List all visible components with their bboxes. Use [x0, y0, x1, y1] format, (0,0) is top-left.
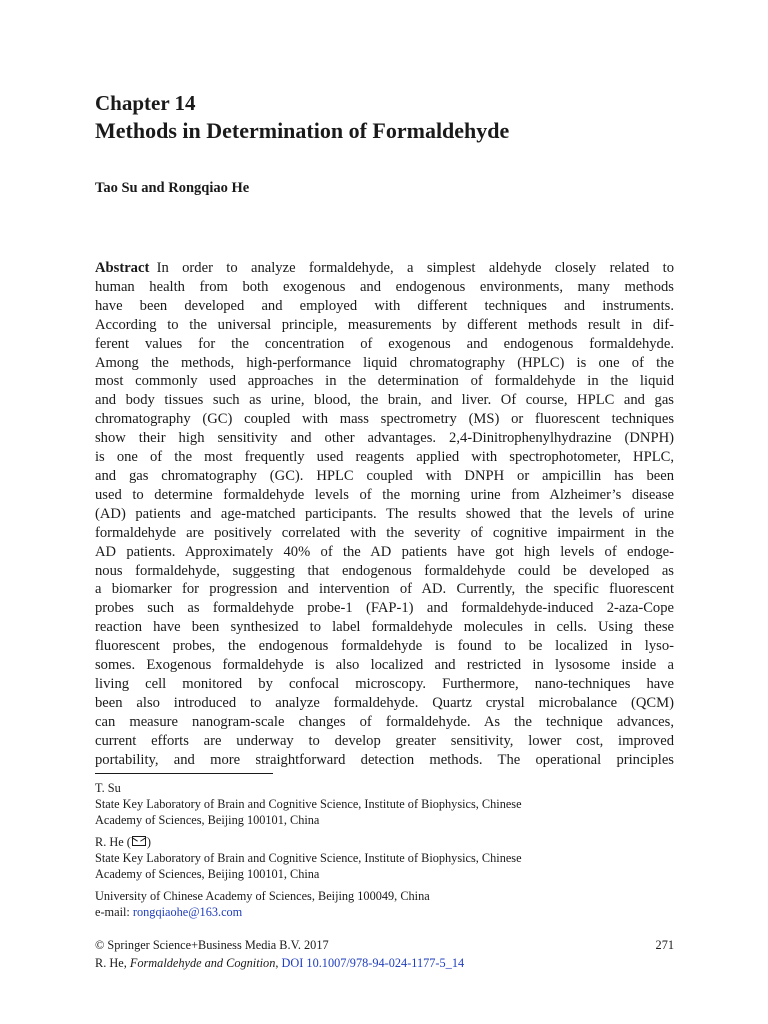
page-number: 271 — [655, 938, 674, 952]
abstract-line — [95, 618, 674, 637]
copyright-block — [95, 936, 674, 972]
abstract-line — [95, 486, 674, 505]
author1-affiliation-line1: State Key Laboratory of Brain and Cognitive Science, Institute of Biophysics, Chinese — [95, 797, 522, 811]
abstract-line-text: human health from both exogenous and endogenous environments, many methods — [95, 278, 674, 295]
abstract-line-text: used to determine formaldehyde levels of the morning urine from Alzheimer’s disease — [95, 486, 674, 503]
abstract-line — [95, 372, 674, 391]
abstract-line-text: formaldehyde are positively correlated with the severity of cognitive impairment in the — [95, 524, 674, 541]
abstract-line — [95, 580, 674, 599]
abstract-line — [95, 278, 674, 297]
abstract-line — [95, 448, 674, 467]
chapter-title: Methods in Determination of Formaldehyde — [95, 118, 510, 143]
abstract-line — [95, 410, 674, 429]
abstract-line — [95, 637, 674, 656]
author2-name-close: ) — [146, 835, 151, 849]
abstract-line — [95, 467, 674, 486]
abstract-line-text: In order to analyze formaldehyde, a simplest aldehyde closely related to — [156, 260, 674, 276]
abstract-line-text: According to the universal principle, measurements by different methods result in dif- — [95, 316, 674, 333]
abstract-line-text: somes. Exogenous formaldehyde is also localized and restricted in lysosome inside a — [95, 657, 674, 674]
abstract-line — [95, 429, 674, 448]
doi-link[interactable]: DOI 10.1007/978-94-024-1177-5_14 — [281, 956, 465, 970]
abstract-line — [95, 354, 674, 373]
abstract-line — [95, 391, 674, 410]
author1-affiliation-line2: Academy of Sciences, Beijing 100101, China — [95, 813, 320, 827]
citation-prefix: R. He, — [95, 956, 130, 970]
copyright-line: © Springer Science+Business Media B.V. 2017 — [95, 938, 329, 952]
abstract-line-text: and body tissues such as urine, blood, the brain, and liver. Of course, HPLC and gas — [95, 392, 674, 409]
abstract-line — [95, 335, 674, 354]
footnote-divider — [95, 773, 273, 774]
abstract-line — [95, 751, 674, 770]
abstract-line — [95, 297, 674, 316]
abstract-line-text: ferent values for the concentration of exogenous and endogenous formaldehyde. — [95, 335, 674, 352]
author2-name-line — [95, 834, 655, 850]
citation-line — [95, 954, 674, 972]
email-label: e-mail: — [95, 905, 133, 919]
abstract-line-text: show their high sensitivity and other advantages. 2,4-Dinitrophenylhydrazine (DNPH) — [95, 430, 674, 447]
abstract-line — [95, 694, 674, 713]
author1-name: T. Su — [95, 781, 121, 795]
abstract-line-text: chromatography (GC) coupled with mass spectrometry (MS) or fluorescent techniques — [95, 411, 674, 428]
abstract-line-text: (AD) patients and age-matched participants. The results showed that the levels of urine — [95, 505, 674, 522]
abstract-line-text: can measure nanogram-scale changes of formaldehyde. As the technique advances, — [95, 713, 674, 730]
abstract-line — [95, 259, 674, 278]
author2-affiliation-2: University of Chinese Academy of Sciences, Beijing 100049, China — [95, 889, 430, 903]
email-link[interactable]: rongqiaohe@163.com — [132, 905, 243, 919]
abstract-line — [95, 562, 674, 581]
abstract-line — [95, 599, 674, 618]
abstract-line — [95, 656, 674, 675]
abstract-line-text: most commonly used approaches in the determination of formaldehyde in the liquid — [95, 373, 674, 390]
abstract-label: Abstract — [95, 260, 150, 276]
abstract-line — [95, 543, 674, 562]
abstract-line — [95, 675, 674, 694]
abstract-line-text: a biomarker for progression and intervention of AD. Currently, the specific fluorescent — [95, 581, 674, 598]
abstract — [95, 259, 674, 769]
abstract-line-text: AD patients. Approximately 40% of the AD patients have got high levels of endoge- — [95, 543, 674, 560]
abstract-line-text: probes such as formaldehyde probe-1 (FAP-1) and formaldehyde-induced 2-aza-Cope — [95, 600, 674, 617]
email-line — [95, 904, 655, 920]
abstract-line — [95, 505, 674, 524]
abstract-line-text: current efforts are underway to develop greater sensitivity, lower cost, improved — [95, 732, 674, 749]
abstract-line-text: fluorescent probes, the endogenous formaldehyde is found to be localized in lyso- — [95, 638, 674, 655]
abstract-line-text: is one of the most frequently used reagents applied with spectrophotometer, HPLC, — [95, 449, 674, 466]
chapter-number: Chapter 14 — [95, 91, 196, 115]
abstract-line-text: Among the methods, high-performance liquid chromatography (HPLC) is one of the — [95, 354, 674, 371]
footnotes — [95, 780, 655, 920]
author2-name: R. He ( — [95, 835, 131, 849]
abstract-line-text: portability, and more straightforward detection methods. The operational principles — [95, 751, 674, 768]
author2-affiliation-line2: Academy of Sciences, Beijing 100101, China — [95, 867, 320, 881]
citation-separator: , — [275, 956, 282, 970]
abstract-line-text: reaction have been synthesized to label formaldehyde molecules in cells. Using these — [95, 619, 674, 636]
abstract-line — [95, 524, 674, 543]
abstract-line-text: have been developed and employed with different techniques and instruments. — [95, 297, 674, 314]
abstract-line — [95, 713, 674, 732]
abstract-line-text: living cell monitored by confocal microscopy. Furthermore, nano-techniques have — [95, 675, 674, 692]
abstract-line-text: nous formaldehyde, suggesting that endogenous formaldehyde could be developed as — [95, 562, 674, 579]
abstract-line — [95, 316, 674, 335]
abstract-line — [95, 732, 674, 751]
book-title: Formaldehyde and Cognition — [129, 956, 276, 970]
author-list: Tao Su and Rongqiao He — [95, 180, 250, 196]
abstract-line-text: been also introduced to analyze formaldehyde. Quartz crystal microbalance (QCM) — [95, 694, 674, 711]
author2-affiliation-line1: State Key Laboratory of Brain and Cognitive Science, Institute of Biophysics, Chinese — [95, 851, 522, 865]
envelope-icon — [132, 836, 146, 846]
abstract-line-text: and gas chromatography (GC). HPLC coupled with DNPH or ampicillin has been — [95, 467, 674, 484]
